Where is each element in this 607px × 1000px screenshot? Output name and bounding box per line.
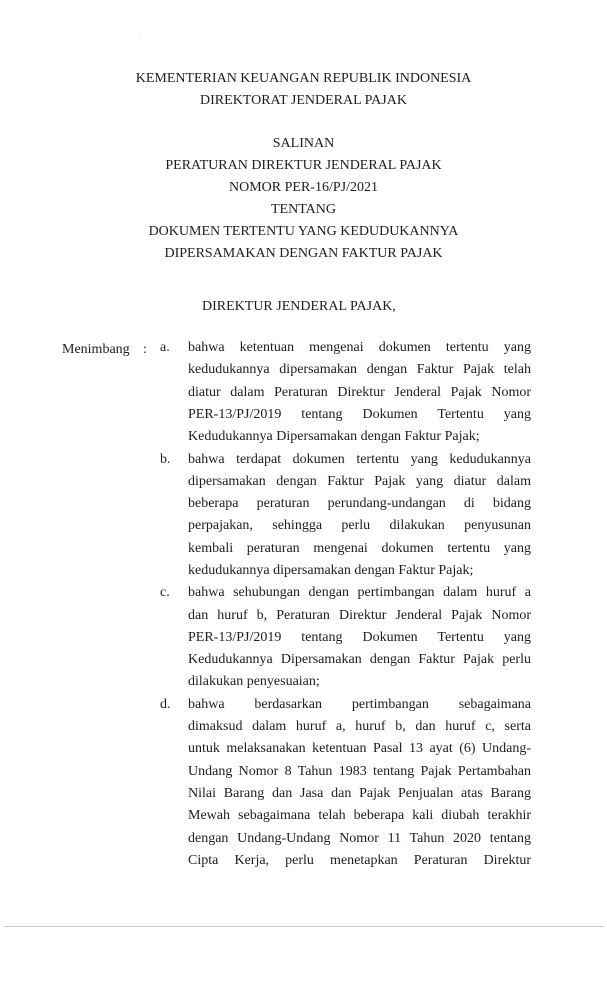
text-line: untuk melaksanakan ketentuan Pasal 13 ayat (6) Undang-	[188, 741, 531, 757]
regulation-number: NOMOR PER-16/PJ/2021	[229, 180, 378, 195]
text-line: kedudukannya dipersamakan dengan Faktur Pajak;	[188, 562, 474, 578]
text-line: Mewah sebagaimana telah beberapa kali diubah terakhir	[188, 808, 531, 824]
text-line: bahwa ketentuan mengenai dokumen tertentu yang	[188, 340, 531, 355]
text-line: dengan Undang-Undang Nomor 11 Tahun 2020 tentang	[188, 830, 531, 846]
text-line: Kedudukannya Dipersamakan dengan Faktur Pajak perlu	[188, 652, 531, 668]
item-letter: d.	[160, 696, 171, 712]
directorate-heading: DIREKTORAT JENDERAL PAJAK	[200, 93, 407, 108]
text-line: bahwa berdasarkan pertimbangan sebagaimana	[188, 696, 531, 712]
text-line: kedudukannya dipersamakan dengan Faktur Pajak telah	[188, 362, 531, 378]
item-letter: c.	[160, 585, 170, 601]
item-letter: b.	[160, 451, 171, 467]
issuer-heading: DIREKTUR JENDERAL PAJAK,	[202, 299, 396, 314]
considering-item-a	[188, 337, 531, 448]
about-label: TENTANG	[271, 202, 336, 217]
considering-item-d	[188, 694, 531, 872]
considering-item-c	[188, 582, 531, 693]
subject-line-2: DIPERSAMAKAN DENGAN FAKTUR PAJAK	[164, 246, 443, 261]
text-line: Undang Nomor 8 Tahun 1983 tentang Pajak Pertambahan	[188, 763, 531, 779]
item-letter: a.	[160, 340, 170, 355]
text-line: PER-13/PJ/2019 tentang Dokumen Tertentu yang	[188, 406, 531, 422]
considering-colon: :	[143, 342, 147, 357]
text-line: PER-13/PJ/2019 tentang Dokumen Tertentu yang	[188, 629, 531, 645]
subject-line-1: DOKUMEN TERTENTU YANG KEDUDUKANNYA	[148, 224, 459, 239]
page-bottom-rule	[4, 926, 604, 927]
ministry-heading: KEMENTERIAN KEUANGAN REPUBLIK INDONESIA	[135, 71, 472, 86]
text-line: dipersamakan dengan Faktur Pajak yang diatur dalam	[188, 473, 531, 489]
text-line: bahwa sehubungan dengan pertimbangan dalam huruf a	[188, 585, 531, 601]
scan-speck	[140, 36, 141, 37]
copy-label: SALINAN	[272, 136, 335, 151]
considering-item-b	[188, 449, 531, 583]
text-line: dan huruf b, Peraturan Direktur Jenderal Pajak Nomor	[188, 607, 531, 623]
regulation-type: PERATURAN DIREKTUR JENDERAL PAJAK	[165, 158, 442, 173]
considering-label: Menimbang	[62, 342, 130, 357]
text-line: dilakukan penyesuaian;	[188, 674, 320, 690]
text-line: dimaksud dalam huruf a, huruf b, dan huruf c, serta	[188, 719, 531, 735]
text-line: beberapa peraturan perundang-undangan di bidang	[188, 496, 531, 512]
text-line: Kedudukannya Dipersamakan dengan Faktur Pajak;	[188, 429, 480, 445]
text-line: kembali peraturan mengenai dokumen tertentu yang	[188, 540, 531, 556]
text-line: Nilai Barang dan Jasa dan Pajak Penjualan atas Barang	[188, 785, 531, 801]
text-line: Cipta Kerja, perlu menetapkan Peraturan Direktur	[188, 852, 531, 868]
text-line: bahwa terdapat dokumen tertentu yang kedudukannya	[188, 451, 531, 467]
text-line: diatur dalam Peraturan Direktur Jenderal Pajak Nomor	[188, 384, 531, 400]
text-line: perpajakan, sehingga perlu dilakukan penyusunan	[188, 518, 531, 534]
